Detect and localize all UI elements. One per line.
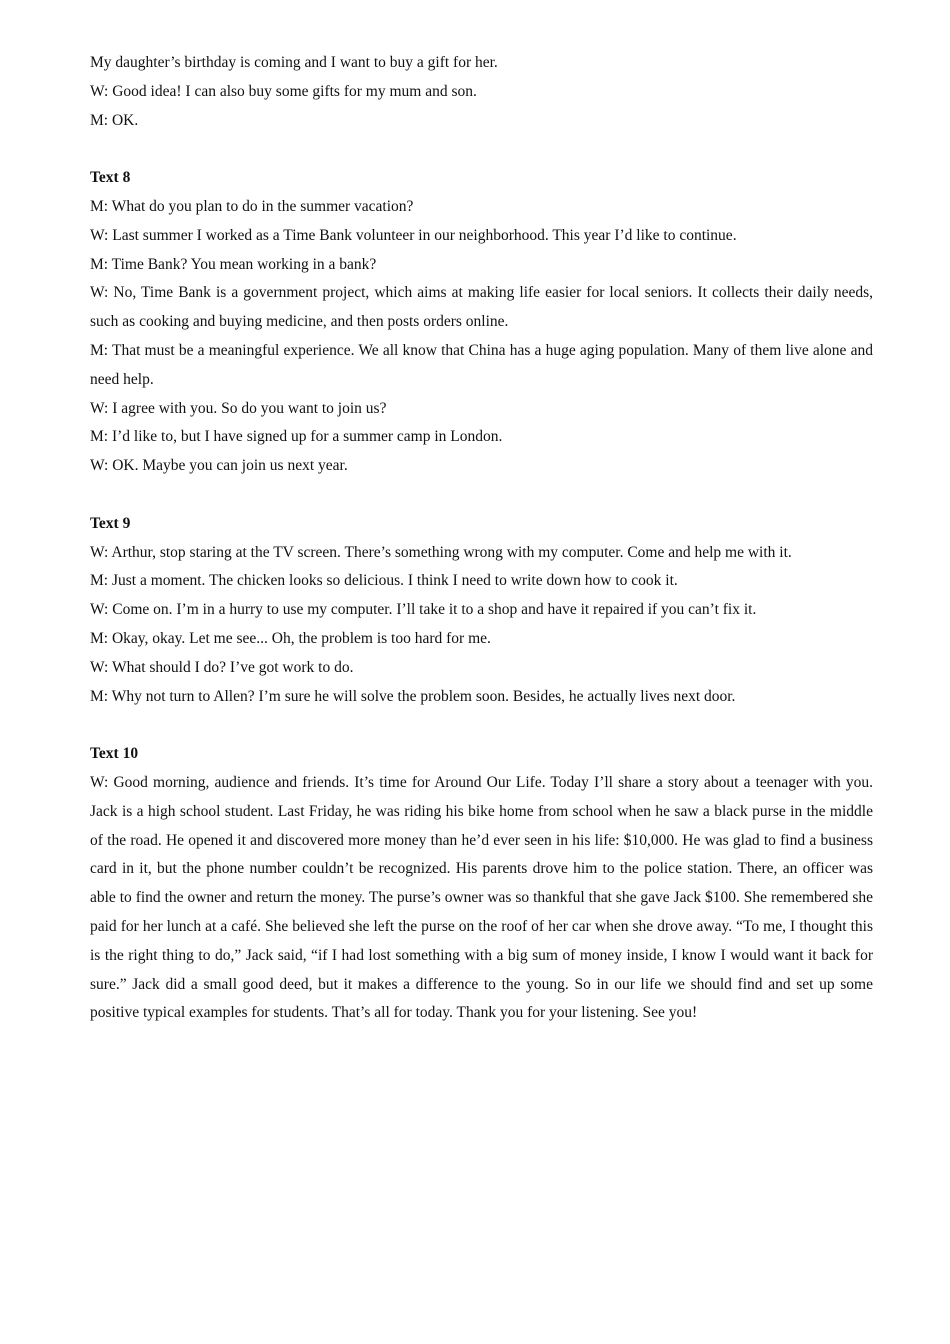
dialogue-line: M: OK. — [90, 111, 139, 129]
dialogue-line: M: Just a moment. The chicken looks so delicious. I think I need to write down how to cook it. — [90, 572, 678, 590]
section-title: Text 9 — [90, 514, 131, 532]
dialogue-line: W: OK. Maybe you can join us next year. — [90, 457, 348, 475]
document-page — [90, 49, 873, 1028]
dialogue-line: W: Last summer I worked as a Time Bank volunteer in our neighborhood. This year I’d like to continue. — [90, 226, 737, 244]
section-title: Text 8 — [90, 169, 131, 187]
dialogue-line: M: That must be a meaningful experience. We all know that China has a huge aging population. Many of them live alone and need help. — [90, 341, 873, 388]
intro-section — [90, 49, 873, 135]
dialogue-line: W: No, Time Bank is a government project, which aims at making life easier for local seniors. It collects their daily needs, such as cooking and buying medicine, and then posts orders online. — [90, 284, 873, 331]
monologue-paragraph: W: Good morning, audience and friends. It’s time for Around Our Life. Today I’ll share a story about a teenager with you. Jack is a high school student. Last Friday, he was riding his bike home from school when he saw a black purse in the middle of the road. He opened it and discovered more money than he’d ever seen in his life: $10,000. He was glad to find a business card in it, but the phone number couldn’t be recognized. His parents drove him to the police station. There, an officer was able to find the owner and return the money. The purse’s owner was so thankful that she gave Jack $100. She remembered she paid for her lunch at a café. She believed she left the purse on the roof of her car when she drove away. “To me, I thought this is the right thing to do,” Jack said, “if I had lost something with a big sum of money inside, I know I would want it back for sure.” Jack did a small good deed, but it makes a difference to the young. So in our life we should find and set up some positive typical examples for students. That’s all for today. Thank you for your listening. See you! — [90, 773, 873, 1022]
dialogue-line: W: I agree with you. So do you want to join us? — [90, 399, 387, 417]
dialogue-line: W: Good idea! I can also buy some gifts for my mum and son. — [90, 82, 477, 100]
dialogue-line: W: Arthur, stop staring at the TV screen. There’s something wrong with my computer. Come and help me with it. — [90, 543, 792, 561]
dialogue-line: W: What should I do? I’ve got work to do. — [90, 658, 354, 676]
text10-section — [90, 740, 873, 1028]
dialogue-line: M: Why not turn to Allen? I’m sure he will solve the problem soon. Besides, he actually lives next door. — [90, 687, 736, 705]
dialogue-line: M: Time Bank? You mean working in a bank? — [90, 255, 377, 273]
text9-section — [90, 510, 873, 712]
dialogue-line: M: Okay, okay. Let me see... Oh, the problem is too hard for me. — [90, 629, 491, 647]
dialogue-line: M: What do you plan to do in the summer vacation? — [90, 197, 414, 215]
dialogue-line: My daughter’s birthday is coming and I want to buy a gift for her. — [90, 54, 498, 71]
section-title: Text 10 — [90, 745, 139, 763]
dialogue-line: M: I’d like to, but I have signed up for a summer camp in London. — [90, 428, 503, 446]
text8-section — [90, 164, 873, 481]
dialogue-line: W: Come on. I’m in a hurry to use my computer. I’ll take it to a shop and have it repaired if you can’t fix it. — [90, 601, 757, 619]
